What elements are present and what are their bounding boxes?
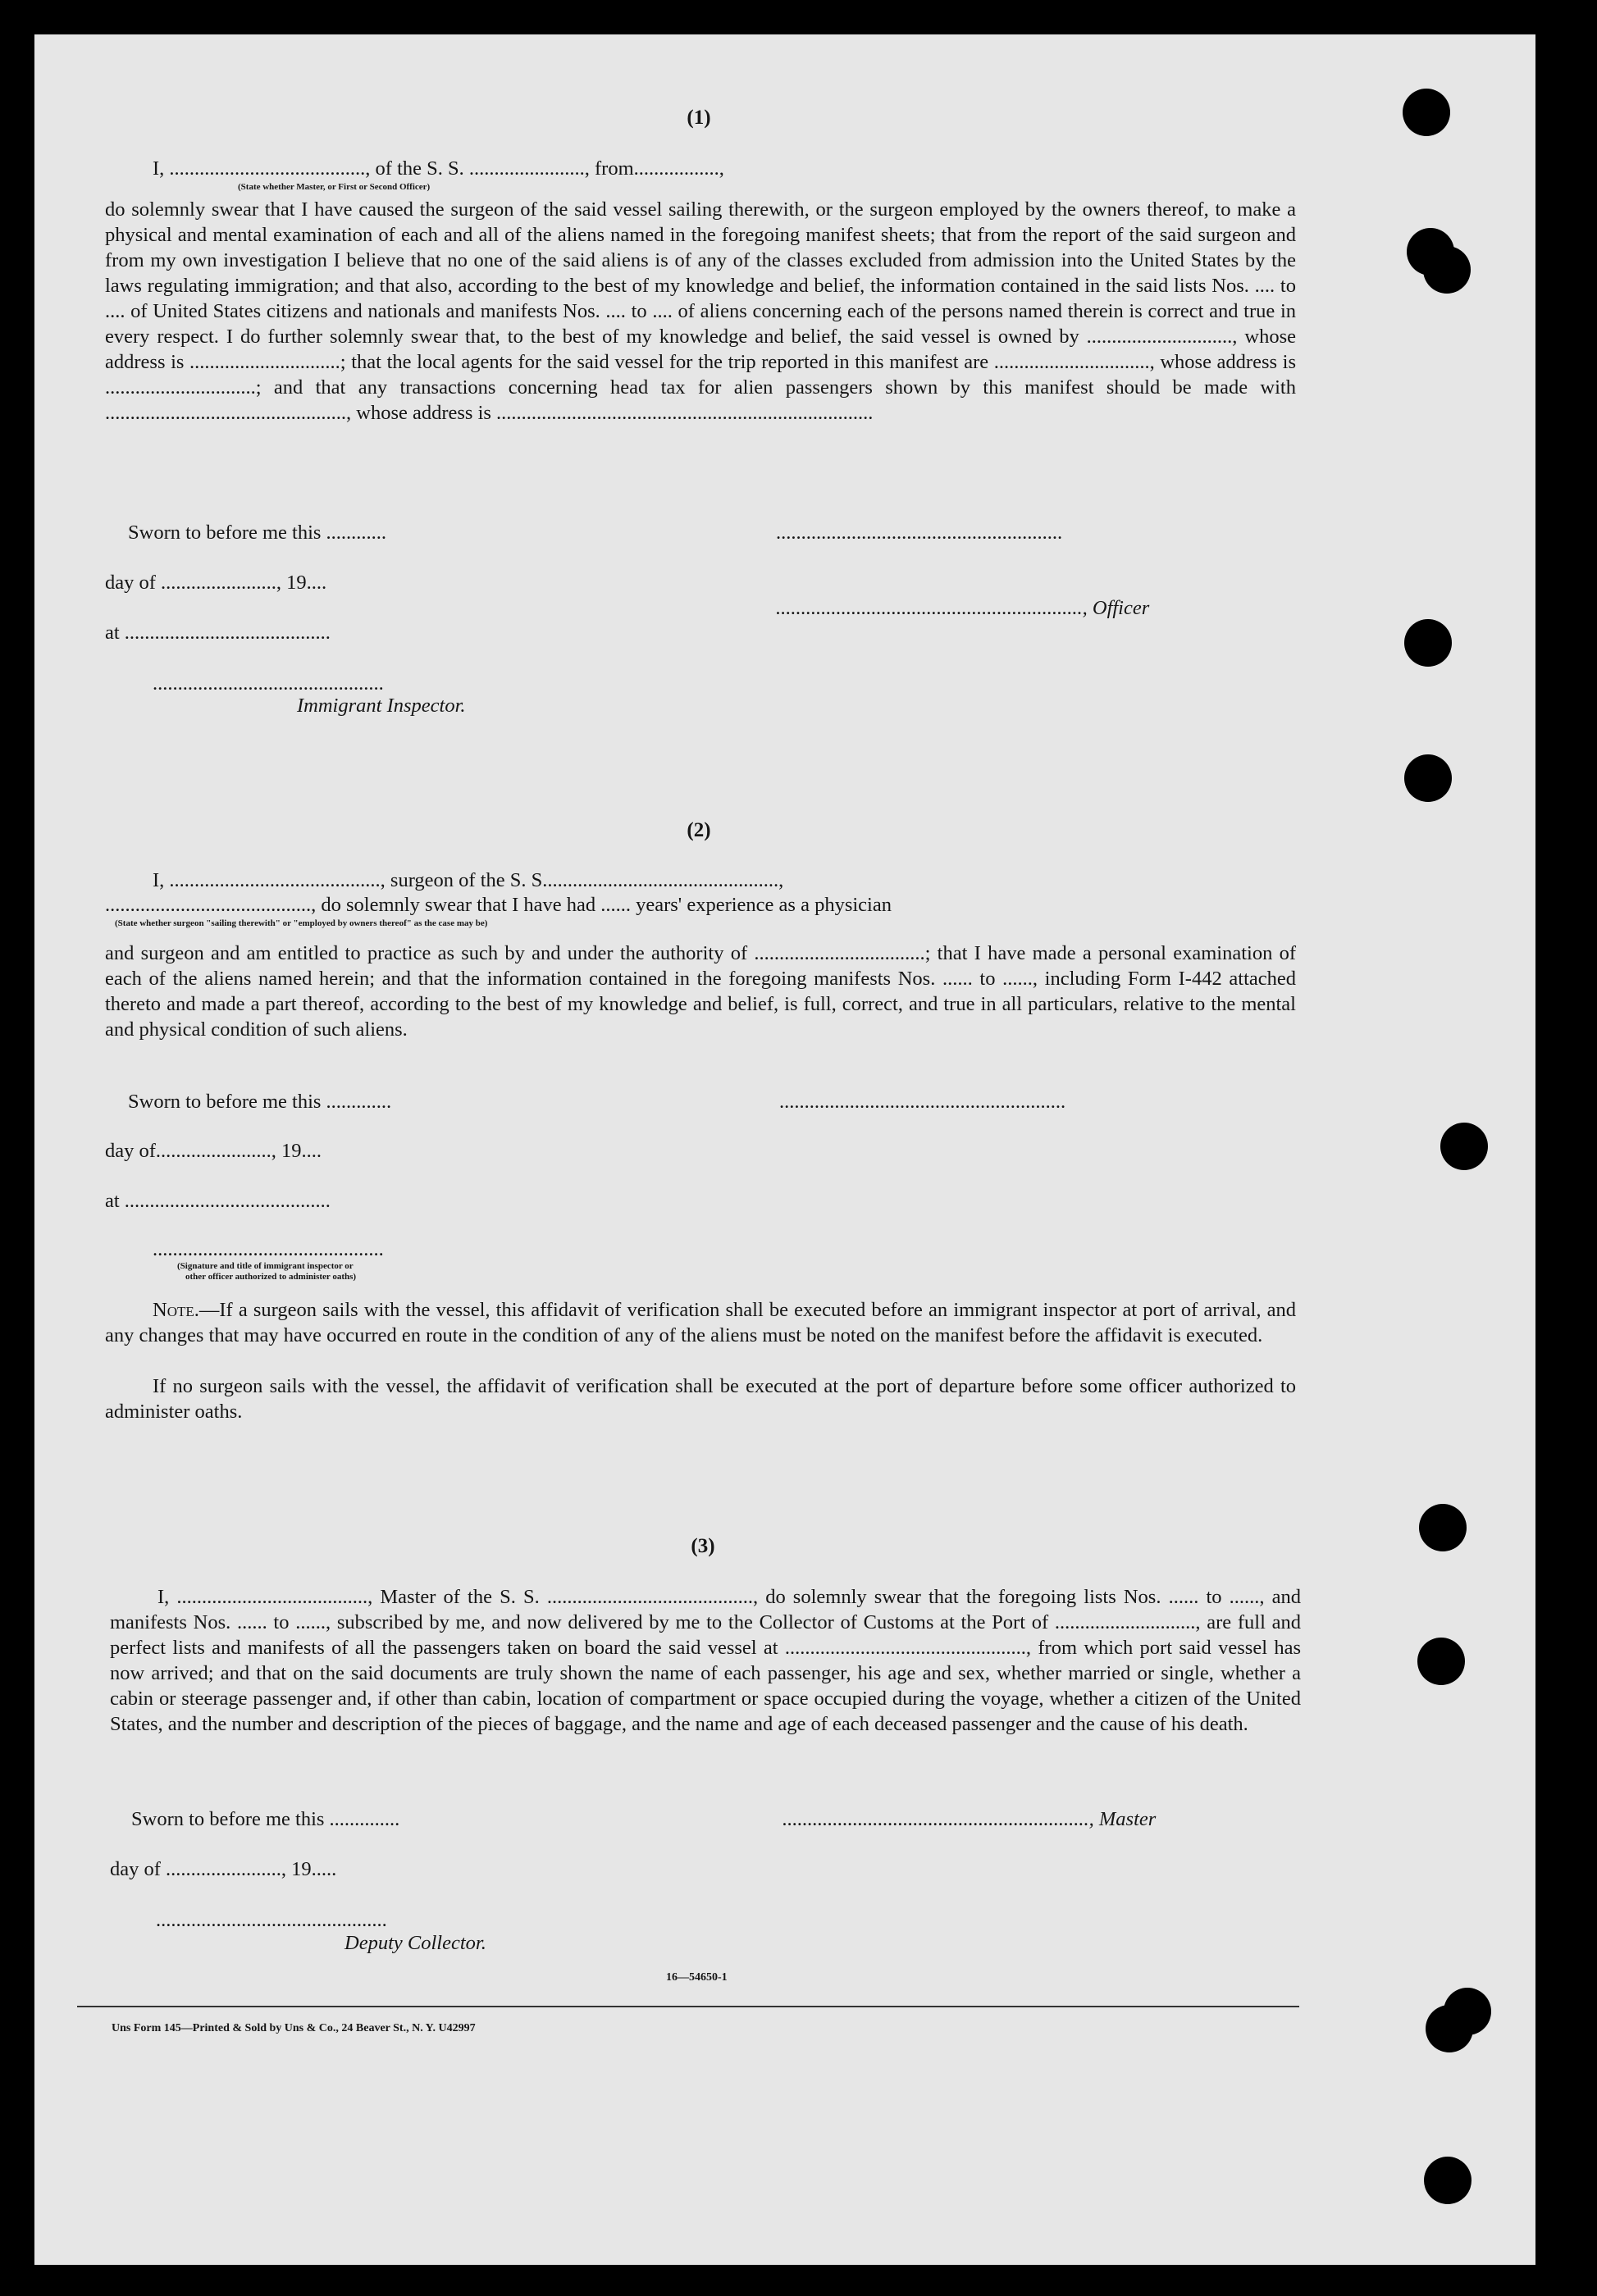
section-2-surgeon-line: ........................................., do solemnly swear that I have had ...... years' experience as a physician: [105, 894, 892, 916]
section-2-note: [105, 1297, 1296, 1348]
section-2-signature-caption: (Signature and title of immigrant inspector or: [177, 1261, 354, 1271]
footer-rule: [77, 2006, 1299, 2007]
binder-hole: [1419, 1504, 1467, 1551]
section-1-inspector-title: Immigrant Inspector.: [297, 695, 466, 717]
section-1-number: (1): [687, 107, 711, 129]
binder-hole: [1440, 1123, 1488, 1170]
section-1-sworn-line: Sworn to before me this ............: [128, 522, 387, 544]
binder-hole: [1424, 2157, 1472, 2204]
section-2-sworn-line: Sworn to before me this .............: [128, 1091, 392, 1113]
binder-hole: [1404, 619, 1452, 667]
section-1-signature-line: .........................................................: [776, 522, 1063, 544]
section-1-day-line: day of ......................., 19....: [105, 572, 327, 594]
section-2-surgeon-caption: (State whether surgeon "sailing therewith" or "employed by owners thereof" as the case may be): [115, 918, 488, 928]
section-3-day-line: day of ......................., 19.....: [110, 1858, 337, 1880]
section-3-collector-signature-line: ..............................................: [156, 1909, 387, 1931]
section-1-oath-text: do solemnly swear that I have caused the surgeon of the said vessel sailing therewith, or the surgeon employed by the owners thereof, to make a physical and mental examination of each and all of the aliens named in the foregoing manifest sheets; that from the report of the said surgeon and from my own investigation I believe that no one of the said aliens is of any of the classes excluded from admission into the United States by the laws regulating immigration; and that also, according to the best of my knowledge and belief, the information contained in the said lists Nos. .... to .... of United States citizens and nationals and manifests Nos. .... to .... of aliens concerning each of the persons named therein is correct and true in every respect. I do further solemnly swear that, to the best of my knowledge and belief, the said vessel is owned by ............................., whose address is ..............................; that the local agents for the said vessel for the trip reported in this manifest are ..............................., whose address is ..............................; and that any transactions concerning head tax for alien passengers shown by this manifest should be made with ................................................, whose address is ...........................................................................: [105, 198, 1296, 424]
section-2-signature-caption: other officer authorized to administer oaths): [185, 1272, 357, 1282]
section-3-master-line: ............................................................., Master: [783, 1808, 1157, 1830]
section-3-oath-text: [110, 1584, 1301, 1737]
form-code: 16—54650-1: [666, 1971, 728, 1984]
binder-hole: [1417, 1638, 1465, 1685]
section-2-signature-line-left: ..............................................: [153, 1238, 384, 1260]
section-1-oath-line: I, ......................................., of the S. S. ......................., from.................,: [153, 157, 724, 180]
printer-footer: Uns Form 145—Printed & Sold by Uns & Co., 24 Beaver St., N. Y. U42997: [112, 2022, 476, 2034]
binder-hole: [1423, 246, 1471, 294]
binder-hole: [1403, 89, 1450, 136]
section-1-at-line: at .........................................: [105, 622, 331, 644]
section-2-oath-line: I, .........................................., surgeon of the S. S...............................................,: [153, 869, 784, 891]
note-heading: Note.: [153, 1299, 199, 1321]
section-2-signature-line: .........................................................: [779, 1091, 1066, 1113]
section-2-note-2: [105, 1374, 1296, 1424]
section-1-inspector-signature-line: ..............................................: [153, 672, 384, 695]
binder-hole: [1444, 1988, 1491, 2035]
section-1-officer-line: ............................................................., Officer: [776, 597, 1150, 619]
section-2-at-line: at .........................................: [105, 1190, 331, 1212]
section-3-oath-body: I, ......................................, Master of the S. S. ........................................., do solemnly swear that the foregoing lists Nos. ...... to ......, and manifests Nos. ...... to ......, subscribed by me, and now delivered by me to the Collector of Customs at the Port of ............................, are full and perfect lists and manifests of all the passengers taken on board the said vessel at ................................................, from which port said vessel has now arrived; and that on the said documents are truly shown the name of each passenger, his age and sex, whether married or single, whether a cabin or steerage passenger and, if other than cabin, location of compartment or space occupied during the voyage, whether a citizen of the United States, and the number and description of the pieces of baggage, and the name and age of each deceased passenger and the cause of his death.: [110, 1586, 1301, 1735]
section-3-sworn-line: Sworn to before me this ..............: [131, 1808, 400, 1830]
section-3-collector-title: Deputy Collector.: [344, 1932, 486, 1954]
section-2-oath-text: and surgeon and am entitled to practice as such by and under the authority of ..................................; that I have made a personal examination of each of the aliens named herein; and that the information contained in the foregoing manifests Nos. ...... to ......, including Form I-442 attached thereto and made a part thereof, according to the best of my knowledge and belief, is full, correct, and true in all particulars, relative to the mental and physical condition of such aliens.: [105, 942, 1296, 1041]
section-2-number: (2): [687, 819, 711, 841]
section-3-number: (3): [691, 1535, 715, 1557]
note-text-2: If no surgeon sails with the vessel, the affidavit of verification shall be executed at the port of departure before some officer authorized to administer oaths.: [105, 1375, 1296, 1423]
binder-hole: [1404, 754, 1452, 802]
section-1-officer-caption: (State whether Master, or First or Second Officer): [238, 182, 431, 192]
note-text: —If a surgeon sails with the vessel, this affidavit of verification shall be executed before an immigrant inspector at port of arrival, and any changes that may have occurred en route in the condition of any of the aliens must be noted on the manifest before the affidavit is executed.: [105, 1299, 1296, 1346]
section-2-day-line: day of......................., 19....: [105, 1140, 322, 1162]
